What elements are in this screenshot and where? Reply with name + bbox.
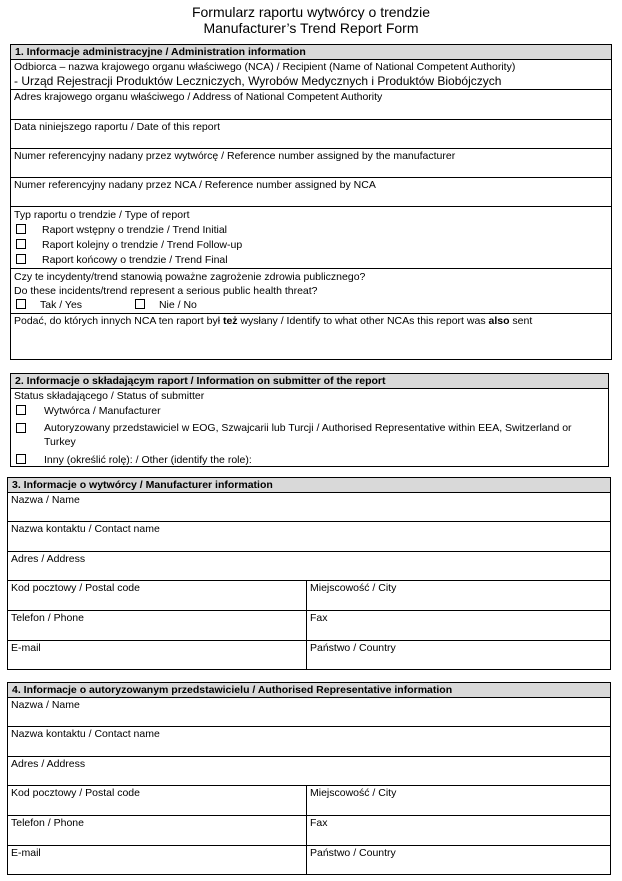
manufacturer-contact-field[interactable]: Nazwa kontaktu / Contact name <box>8 522 610 552</box>
threat-question-en: Do these incidents/trend represent a serious public health threat? <box>14 285 318 297</box>
ar-postal-field[interactable]: Kod pocztowy / Postal code <box>8 786 307 815</box>
checkbox-icon[interactable] <box>16 405 26 415</box>
nca-address-field[interactable] <box>11 90 611 120</box>
report-type-option[interactable]: Raport końcowy o trendzie / Trend Final <box>14 253 608 268</box>
section-submitter <box>10 373 609 467</box>
submitter-option-manufacturer[interactable]: Wytwórca / Manufacturer <box>14 404 605 418</box>
section-administration <box>10 44 612 360</box>
section-manufacturer <box>7 477 611 670</box>
checkbox-icon[interactable] <box>16 239 26 249</box>
checkbox-icon[interactable] <box>16 423 26 433</box>
ar-phone-field[interactable]: Telefon / Phone <box>8 816 307 845</box>
nca-ref-field[interactable] <box>11 178 611 207</box>
report-type-option[interactable]: Raport kolejny o trendzie / Trend Follow-up <box>14 238 608 253</box>
manufacturer-country-field[interactable]: Państwo / Country <box>310 642 396 654</box>
ar-city-field[interactable]: Miejscowość / City <box>310 787 397 799</box>
section-header: 3. Informacje o wytwórcy / Manufacturer information <box>8 478 610 493</box>
manufacturer-address-field[interactable]: Adres / Address <box>8 552 610 581</box>
threat-question-pl: Czy te incydenty/trend stanowią poważne zagrożenie zdrowia publicznego? <box>14 271 366 283</box>
ar-email-field[interactable]: E-mail <box>8 846 307 874</box>
checkbox-icon[interactable] <box>16 454 26 464</box>
nca-ref-label: Numer referencyjny nadany przez NCA / Reference number assigned by NCA <box>14 179 376 191</box>
section-header: 2. Informacje o składającym raport / Information on submitter of the report <box>11 374 608 389</box>
submitter-status-group <box>11 389 608 466</box>
ar-name-field[interactable]: Nazwa / Name <box>8 698 610 727</box>
checkbox-icon[interactable] <box>16 254 26 264</box>
checkbox-icon[interactable] <box>135 299 145 309</box>
submitter-option-authorised-rep[interactable]: Autoryzowany przedstawiciel w EOG, Szwajcarii lub Turcji / Authorised Representative within EEA, Switzerland or Turkey <box>14 421 605 449</box>
form-title: Formularz raportu wytwórcy o trendzie <box>191 4 431 20</box>
submitter-option-other[interactable]: Inny (określić rolę): / Other (identify the role): <box>14 453 605 467</box>
section-authorised-rep <box>7 682 611 875</box>
report-date-label: Data niniejszego raportu / Date of this report <box>14 121 221 133</box>
ar-fax-field[interactable]: Fax <box>310 817 328 829</box>
recipient-label: Odbiorca – nazwa krajowego organu właściwego (NCA) / Recipient (Name of National Competent Authority) <box>14 61 516 73</box>
report-type-label: Typ raportu o trendzie / Type of report <box>14 209 190 221</box>
ar-contact-field[interactable]: Nazwa kontaktu / Contact name <box>8 727 610 757</box>
public-health-threat-group <box>11 269 611 314</box>
threat-no-option[interactable]: Nie / No <box>135 298 197 312</box>
report-date-field[interactable] <box>11 120 611 149</box>
manufacturer-ref-field[interactable] <box>11 149 611 178</box>
report-type-option[interactable]: Raport wstępny o trendzie / Trend Initial <box>14 223 608 238</box>
section-header: 4. Informacje o autoryzowanym przedstawicielu / Authorised Representative information <box>8 683 610 698</box>
manufacturer-postal-field[interactable]: Kod pocztowy / Postal code <box>8 581 307 610</box>
manufacturer-city-field[interactable]: Miejscowość / City <box>310 582 397 594</box>
form-subtitle: Manufacturer’s Trend Report Form <box>203 20 419 36</box>
other-ncas-field[interactable]: Podać, do których innych NCA ten raport był też wysłany / Identify to what other NCAs this report was also sent <box>14 315 533 327</box>
manufacturer-email-field[interactable]: E-mail <box>8 641 307 669</box>
manufacturer-ref-label: Numer referencyjny nadany przez wytwórcę / Reference number assigned by the manufacturer <box>14 150 456 162</box>
ar-address-field[interactable]: Adres / Address <box>8 757 610 786</box>
checkbox-icon[interactable] <box>16 299 26 309</box>
manufacturer-phone-field[interactable]: Telefon / Phone <box>8 611 307 640</box>
manufacturer-name-field[interactable]: Nazwa / Name <box>8 493 610 522</box>
submitter-status-label: Status składającego / Status of submitter <box>14 390 205 402</box>
threat-yes-option[interactable]: Tak / Yes <box>16 298 82 312</box>
manufacturer-fax-field[interactable]: Fax <box>310 612 328 624</box>
checkbox-icon[interactable] <box>16 224 26 234</box>
recipient-field[interactable] <box>11 60 611 90</box>
ar-country-field[interactable]: Państwo / Country <box>310 847 396 859</box>
nca-address-label: Adres krajowego organu właściwego / Address of National Competent Authority <box>14 91 383 103</box>
recipient-value: - Urząd Rejestracji Produktów Leczniczych, Wyrobów Medycznych i Produktów Biobójczych <box>14 74 502 88</box>
report-type-group <box>11 207 611 269</box>
section-header: 1. Informacje administracyjne / Administration information <box>11 45 611 60</box>
